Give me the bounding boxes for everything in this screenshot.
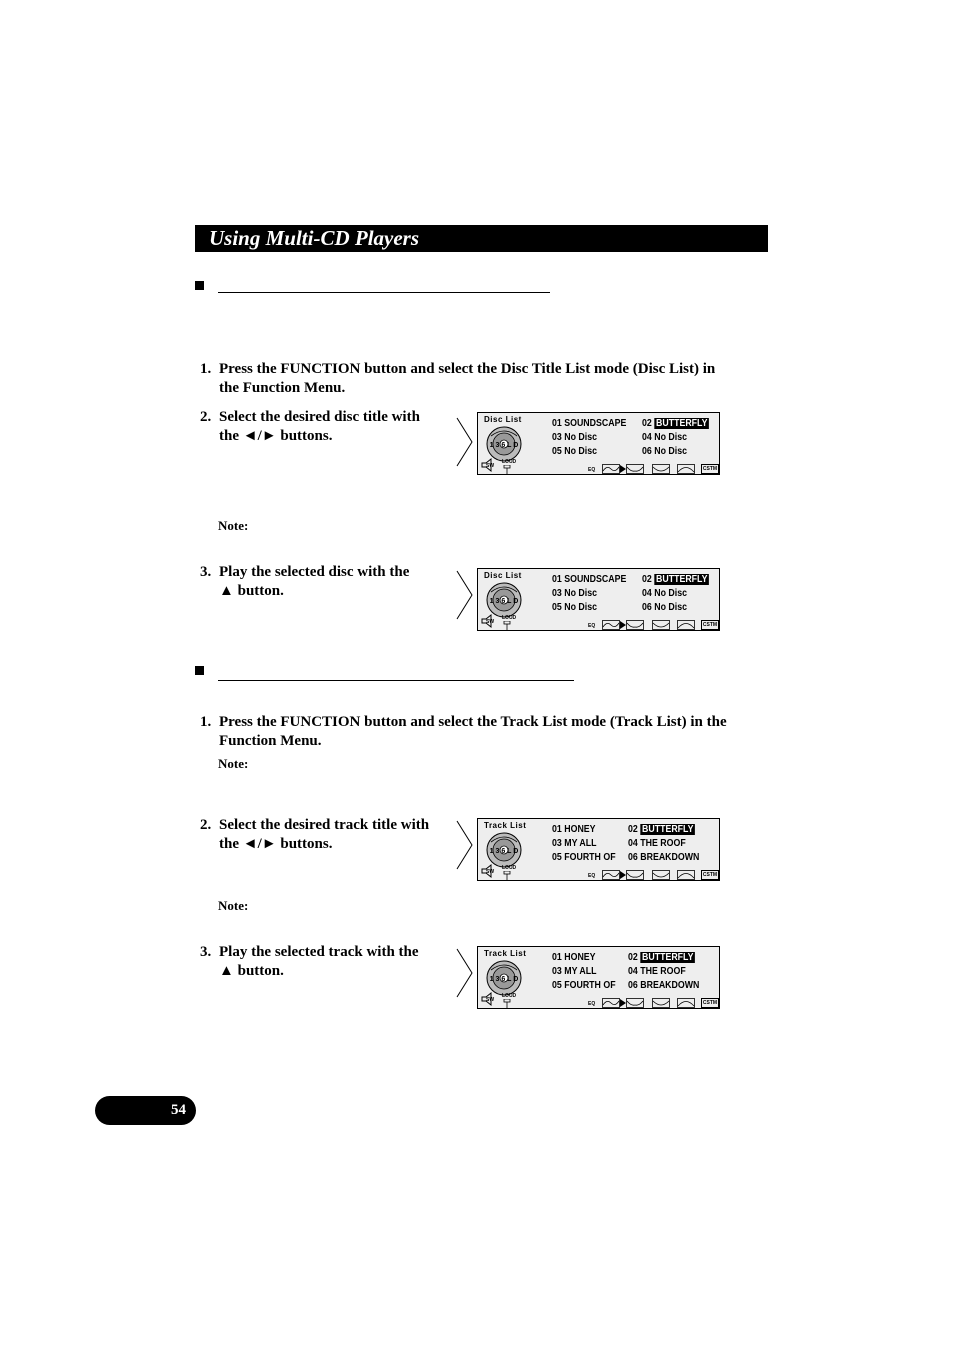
step-text-line-1: Select the desired track title with: [219, 817, 430, 833]
header-bar: [195, 225, 768, 252]
track-step-2: [200, 816, 450, 856]
entry-number: 05: [552, 602, 562, 613]
eq-curve-icon: [677, 464, 695, 474]
entry-label: No Disc: [654, 588, 688, 599]
eq-curve-icon: [602, 870, 620, 880]
entry-label: BUTTERFLY: [641, 824, 694, 835]
track-step-3: [200, 943, 450, 983]
entry-label: No Disc: [654, 446, 688, 457]
step-text-line-2: ▲ button.: [219, 583, 284, 599]
entry-number: 03: [552, 432, 562, 443]
entry-number: 03: [552, 966, 562, 977]
custom-eq-label: CSTM: [702, 466, 718, 472]
disc-step-3: [200, 563, 450, 603]
entry-number: 04: [642, 432, 652, 443]
entry-number: 04: [628, 966, 638, 977]
entry-number: 01: [552, 418, 562, 429]
loudness-label: LOUD: [502, 459, 517, 465]
entry-number: 04: [628, 838, 638, 849]
step-number: 2.: [200, 817, 212, 833]
entry-number: 05: [552, 980, 562, 991]
entry-label: THE ROOF: [640, 966, 686, 977]
disc-emblem-text: 1 3 6 L D: [489, 848, 519, 855]
entry-number: 06: [642, 602, 652, 613]
step-text-line-2: Function Menu.: [219, 733, 322, 749]
eq-curve-icon: [602, 620, 620, 630]
list-entry: [552, 838, 597, 849]
entry-label: FOURTH OF: [564, 852, 616, 863]
entry-number: 06: [628, 980, 638, 991]
list-entry: [628, 952, 695, 963]
list-entry: [642, 418, 709, 429]
entry-number: 06: [642, 446, 652, 457]
lcd-display-disc-list: [477, 412, 720, 475]
list-entry: [552, 574, 626, 585]
entry-label: BUTTERFLY: [655, 574, 708, 585]
note-label: Note:: [218, 898, 249, 913]
eq-curve-icon: [652, 870, 670, 880]
entry-label: No Disc: [654, 602, 688, 613]
step-text-line-1: Play the selected disc with the: [219, 564, 410, 580]
step-number: 2.: [200, 409, 212, 425]
list-entry: [552, 432, 597, 443]
step-text-line-2: ▲ button.: [219, 963, 284, 979]
entry-number: 02: [642, 418, 652, 429]
loudness-icon: [503, 871, 511, 881]
lcd-display-track-list: [477, 946, 720, 1009]
entry-number: 02: [628, 824, 638, 835]
subwoofer-label: SW: [486, 619, 495, 625]
eq-curve-icon: [652, 998, 670, 1008]
entry-label: BREAKDOWN: [640, 980, 700, 991]
entry-number: 04: [642, 588, 652, 599]
entry-label: SOUNDSCAPE: [564, 574, 627, 585]
track-step-1: [200, 713, 780, 753]
loudness-icon: [503, 999, 511, 1009]
loudness-label: LOUD: [502, 615, 517, 621]
eq-curve-icon: [626, 464, 644, 474]
chevron-right-icon: [456, 570, 474, 620]
list-entry: [552, 966, 597, 977]
entry-label: MY ALL: [564, 966, 597, 977]
list-entry: [628, 824, 695, 835]
eq-curve-icon: [602, 464, 620, 474]
entry-number: 03: [552, 588, 562, 599]
step-number: 1.: [200, 361, 212, 377]
list-entry: [552, 952, 596, 963]
entry-number: 02: [628, 952, 638, 963]
page-number: 54: [171, 1102, 186, 1118]
entry-number: 01: [552, 952, 562, 963]
chevron-right-icon: [456, 820, 474, 870]
list-entry: [628, 980, 699, 991]
entry-number: 02: [642, 574, 652, 585]
step-number: 1.: [200, 714, 212, 730]
eq-label: EQ: [588, 467, 596, 473]
note-label: Note:: [218, 518, 249, 533]
section-bullet: [195, 281, 204, 290]
eq-curve-icon: [626, 998, 644, 1008]
section-heading-rule: [218, 292, 550, 293]
entry-number: 01: [552, 824, 562, 835]
subwoofer-label: SW: [486, 463, 495, 469]
entry-label: BREAKDOWN: [640, 852, 700, 863]
subwoofer-label: SW: [486, 869, 495, 875]
list-entry: [642, 432, 687, 443]
loudness-icon: [503, 465, 511, 475]
list-entry: [552, 418, 626, 429]
eq-label: EQ: [588, 873, 596, 879]
list-entry: [552, 446, 597, 457]
chevron-right-icon: [456, 948, 474, 998]
entry-label: HONEY: [564, 952, 596, 963]
eq-curve-icon: [626, 620, 644, 630]
entry-label: FOURTH OF: [564, 980, 616, 991]
entry-number: 05: [552, 852, 562, 863]
entry-label: No Disc: [564, 602, 598, 613]
loudness-label: LOUD: [502, 993, 517, 999]
eq-curve-icon: [652, 464, 670, 474]
custom-eq-label: CSTM: [702, 872, 718, 878]
section-heading-rule: [218, 680, 574, 681]
loudness-icon: [503, 621, 511, 631]
page-title: Using Multi-CD Players: [209, 226, 420, 250]
step-text-line-1: Press the FUNCTION button and select the Track List mode (Track List) in the: [219, 714, 727, 730]
disc-emblem-text: 1 3 6 L D: [489, 442, 519, 449]
eq-curve-icon: [602, 998, 620, 1008]
entry-label: MY ALL: [564, 838, 597, 849]
eq-curve-icon: [652, 620, 670, 630]
entry-label: THE ROOF: [640, 838, 686, 849]
list-entry: [642, 602, 687, 613]
note-label: Note:: [218, 756, 249, 771]
subwoofer-label: SW: [486, 997, 495, 1003]
page-number-badge: [95, 1096, 196, 1125]
chevron-right-icon: [456, 417, 474, 467]
display-title: Disc List: [484, 571, 522, 580]
loudness-label: LOUD: [502, 865, 517, 871]
list-entry: [552, 980, 616, 991]
entry-number: 06: [628, 852, 638, 863]
entry-number: 03: [552, 838, 562, 849]
list-entry: [628, 966, 686, 977]
step-text-line-2: the ◄/► buttons.: [219, 428, 333, 444]
entry-label: HONEY: [564, 824, 596, 835]
eq-curve-icon: [626, 870, 644, 880]
step-number: 3.: [200, 564, 212, 580]
disc-step-1: [200, 360, 770, 400]
display-title: Track List: [484, 821, 527, 830]
entry-number: 01: [552, 574, 562, 585]
list-entry: [642, 588, 687, 599]
disc-step-2: [200, 408, 450, 448]
step-text-line-2: the Function Menu.: [219, 380, 346, 396]
custom-eq-label: CSTM: [702, 1000, 718, 1006]
list-entry: [552, 602, 597, 613]
display-title: Disc List: [484, 415, 522, 424]
disc-emblem-text: 1 3 6 L D: [489, 598, 519, 605]
entry-label: SOUNDSCAPE: [564, 418, 627, 429]
eq-label: EQ: [588, 623, 596, 629]
step-text-line-1: Press the FUNCTION button and select the Disc Title List mode (Disc List) in: [219, 361, 716, 377]
step-text-line-2: the ◄/► buttons.: [219, 836, 333, 852]
step-text-line-1: Play the selected track with the: [219, 944, 419, 960]
entry-number: 05: [552, 446, 562, 457]
list-entry: [552, 824, 596, 835]
disc-emblem-text: 1 3 6 L D: [489, 976, 519, 983]
eq-curve-icon: [677, 870, 695, 880]
display-title: Track List: [484, 949, 527, 958]
custom-eq-label: CSTM: [702, 622, 718, 628]
list-entry: [642, 574, 709, 585]
list-entry: [552, 588, 597, 599]
entry-label: No Disc: [564, 446, 598, 457]
list-entry: [642, 446, 687, 457]
entry-label: BUTTERFLY: [655, 418, 708, 429]
entry-label: No Disc: [654, 432, 688, 443]
list-entry: [552, 852, 616, 863]
list-entry: [628, 838, 686, 849]
entry-label: No Disc: [564, 432, 598, 443]
eq-label: EQ: [588, 1001, 596, 1007]
section-bullet: [195, 666, 204, 675]
lcd-display-disc-list: [477, 568, 720, 631]
entry-label: BUTTERFLY: [641, 952, 694, 963]
list-entry: [628, 852, 699, 863]
lcd-display-track-list: [477, 818, 720, 881]
eq-curve-icon: [677, 998, 695, 1008]
step-text-line-1: Select the desired disc title with: [219, 409, 420, 425]
step-number: 3.: [200, 944, 212, 960]
eq-curve-icon: [677, 620, 695, 630]
entry-label: No Disc: [564, 588, 598, 599]
